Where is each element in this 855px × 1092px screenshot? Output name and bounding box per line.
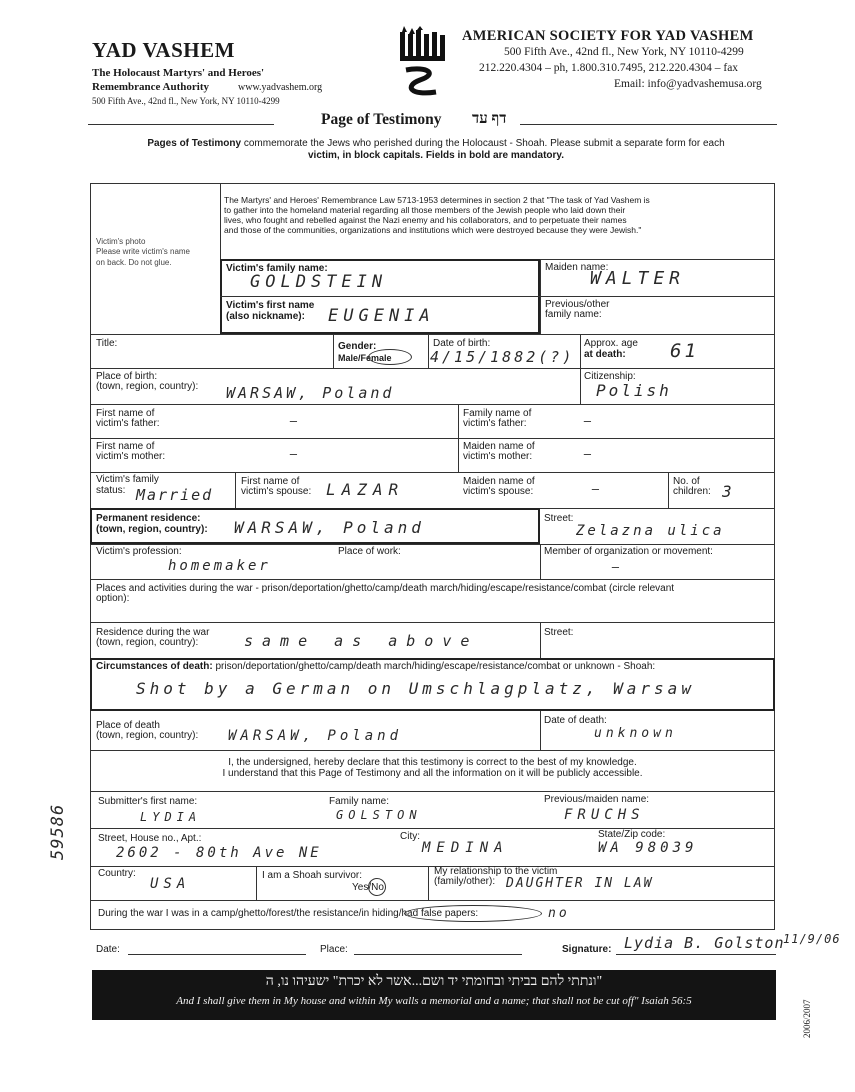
sub-zip-value[interactable]: WA 98039 <box>598 840 698 856</box>
sub-relation-label-2: (family/other): <box>434 876 496 887</box>
sub-street-label: Street, House no., Apt.: <box>98 833 202 844</box>
title-label: Title: <box>96 338 118 349</box>
yad-vashem-website: www.yadvashem.org <box>238 82 323 93</box>
hiding-circle <box>404 905 542 922</box>
footer-band <box>92 970 776 1020</box>
sub-relation-value[interactable]: DAUGHTER IN LAW <box>506 876 654 891</box>
mother-maiden-value[interactable]: — <box>584 447 595 461</box>
sub-city-label: City: <box>400 831 420 842</box>
street-value[interactable]: Zelazna ulica <box>576 523 725 539</box>
spouse-maiden-value[interactable]: — <box>592 482 603 496</box>
pob-label-2: (town, region, country): <box>96 381 199 392</box>
menorah-logo-icon <box>398 26 450 106</box>
children-label-2: children: <box>673 486 711 497</box>
footer-hebrew: "ונתתי להם בביתי ובחומתי יד ושם...אשר לא יכרת" ישעיהו נו, ה <box>265 974 603 989</box>
residence-value[interactable]: WARSAW, Poland <box>234 518 425 537</box>
family-status-label-2: status: <box>96 485 126 496</box>
spouse-value[interactable]: LAZAR <box>326 480 405 499</box>
sub-zip-label: State/Zip code: <box>598 829 666 840</box>
work-label: Place of work: <box>338 546 401 557</box>
intro-bold: Pages of Testimony <box>147 138 242 149</box>
intro-line2: victim, in block capitals. Fields in bold are mandatory. <box>308 150 564 161</box>
intro-line1: commemorate the Jews who perished during the Holocaust - Shoah. Please submit a separate form for each <box>241 138 725 149</box>
signature-value[interactable]: Lydia B. Golston <box>624 934 785 952</box>
spouse-label: First name of <box>241 476 300 487</box>
pob-value[interactable]: WARSAW, Poland <box>226 384 395 402</box>
sub-survivor-label: I am a Shoah survivor: <box>262 870 363 881</box>
father-label: First name of <box>96 408 155 419</box>
sub-country-label: Country: <box>98 868 136 879</box>
mother-value[interactable]: — <box>290 447 301 461</box>
prev-name-label: Previous/other <box>545 299 610 310</box>
mother-label-2: victim's mother: <box>96 451 166 462</box>
war-street-label: Street: <box>544 627 574 638</box>
street-label: Street: <box>544 513 574 524</box>
sub-survivor-options[interactable]: Yes/No <box>352 882 384 893</box>
war-residence-label: Residence during the war <box>96 627 210 638</box>
sub-first-label: Submitter's first name: <box>98 796 198 807</box>
age-label-2: at death: <box>584 349 626 360</box>
signature-date[interactable]: 11/9/06 <box>783 932 841 946</box>
father-value[interactable]: — <box>290 414 301 428</box>
sub-relation-label: My relationship to the victim <box>434 866 558 877</box>
yad-vashem-title: YAD VASHEM <box>92 38 235 62</box>
sub-family-label: Family name: <box>329 796 390 807</box>
intro-text <box>96 138 776 162</box>
war-residence-label-2: (town, region, country): <box>96 637 199 648</box>
pod-label-2: (town, region, country): <box>96 730 199 741</box>
first-name-value[interactable]: EUGENIA <box>328 306 435 326</box>
asyv-address: 500 Fifth Ave., 42nd fl., New York, NY 10110-4299 <box>504 46 744 58</box>
during-war-label: During the war I was in a camp/ghetto/forest/the resistance/in hiding/had false papers: <box>98 908 479 919</box>
member-value[interactable]: — <box>612 560 623 574</box>
sub-family-value[interactable]: GOLSTON <box>336 808 422 822</box>
form-title: Page of Testimony <box>321 111 442 128</box>
citizenship-label: Citizenship: <box>584 371 636 382</box>
mother-label: First name of <box>96 441 155 452</box>
sub-country-value[interactable]: USA <box>150 876 191 892</box>
residence-label-2: (town, region, country): <box>96 524 208 535</box>
photo-label-3: on back. Do not glue. <box>96 258 172 267</box>
yad-vashem-address: 500 Fifth Ave., 42nd fl., New York, NY 10110-4299 <box>92 96 280 106</box>
form-title-hebrew: דף עד <box>472 111 507 127</box>
children-label: No. of <box>673 476 700 487</box>
dod-label: Date of death: <box>544 715 607 726</box>
during-war-value[interactable]: no <box>548 906 570 921</box>
sub-city-value[interactable]: MEDINA <box>422 840 509 856</box>
spouse-label-2: victim's spouse: <box>241 486 312 497</box>
yad-vashem-subtitle-2: Remembrance Authority <box>92 81 210 93</box>
father-family-label: Family name of <box>463 408 532 419</box>
survivor-no-circle <box>368 878 386 896</box>
maiden-name-value[interactable]: WALTER <box>590 268 686 289</box>
sub-prev-value[interactable]: FRUCHS <box>564 807 645 823</box>
circumstances-label: Circumstances of death: prison/deportation/ghetto/camp/death march/hiding/escape/resistance/combat or unknown - Shoah: <box>96 661 656 672</box>
war-places-label: Places and activities during the war - prison/deportation/ghetto/camp/death march/hiding/escape/resistance/combat (circle relevant <box>96 583 675 594</box>
gender-label: Gender: <box>338 341 377 352</box>
circumstances-value[interactable]: Shot by a German on Umschlagplatz, Warsaw <box>136 679 695 698</box>
law-text: The Martyrs' and Heroes' Remembrance Law 5713-1953 determines in section 2 that "The task of Yad Vashem is to gather into the homeland material regarding all those members of the Jewish people who laid down their lives, who fought and rebelled against the Nazi enemy and his collaborators, and to perpetuate their names and those of the communities, organizations and institutions which were destroyed because they were Jewish." <box>224 195 650 235</box>
asyv-phones: 212.220.4304 – ph, 1.800.310.7495, 212.220.4304 – fax <box>479 62 739 74</box>
margin-number: 59586 <box>48 803 68 860</box>
sub-prev-label: Previous/maiden name: <box>544 794 650 805</box>
age-value[interactable]: 61 <box>670 340 699 362</box>
citizenship-value[interactable]: Polish <box>596 381 672 400</box>
prev-name-label-2: family name: <box>545 309 602 320</box>
sub-first-value[interactable]: LYDIA <box>140 810 202 824</box>
asyv-email: Email: info@yadvashemusa.org <box>614 78 762 90</box>
father-label-2: victim's father: <box>96 418 160 429</box>
dod-value[interactable]: unknown <box>594 726 677 741</box>
member-label: Member of organization or movement: <box>544 546 713 557</box>
footer-english: And I shall give them in My house and within My walls a memorial and a name; that shall not be cut off" Isaiah 56:5 <box>176 995 692 1007</box>
dob-value[interactable]: 4/15/1882(?) <box>430 348 575 366</box>
profession-label: Victim's profession: <box>96 546 182 557</box>
photo-label: Victim's photo <box>96 237 146 246</box>
profession-value[interactable]: homemaker <box>168 558 271 574</box>
residence-label: Permanent residence: <box>96 513 201 524</box>
spouse-maiden-label: Maiden name of <box>463 476 535 487</box>
family-status-label: Victim's family <box>96 474 159 485</box>
mother-maiden-label-2: victim's mother: <box>463 451 533 462</box>
maiden-name-label: Maiden name: <box>545 262 609 273</box>
age-label: Approx. age <box>584 338 638 349</box>
photo-label-2: Please write victim's name <box>96 247 190 256</box>
sub-street-value[interactable]: 2602 - 80th Ave NE <box>116 845 322 861</box>
family-status-value[interactable]: Married <box>136 486 214 504</box>
war-residence-value[interactable]: same as above <box>244 632 479 650</box>
place-label: Place: <box>320 944 348 955</box>
side-code: 2006/2007 <box>802 999 812 1038</box>
dob-label: Date of birth: <box>433 338 491 349</box>
father-family-label-2: victim's father: <box>463 418 527 429</box>
signature-label: Signature: <box>562 944 612 955</box>
pod-value[interactable]: WARSAW, Poland <box>228 728 403 744</box>
date-label: Date: <box>96 944 120 955</box>
spouse-maiden-label-2: victim's spouse: <box>463 486 534 497</box>
gender-circle <box>368 349 412 365</box>
asyv-title: AMERICAN SOCIETY FOR YAD VASHEM <box>462 28 754 44</box>
family-name-value[interactable]: GOLDSTEIN <box>250 272 388 292</box>
declaration: I, the undersigned, hereby declare that this testimony is correct to the best of my knowledge. I understand that this Page of Testimony and all the information on it will be publicly accessible. <box>222 757 643 779</box>
gender-options[interactable]: Male/Female <box>338 353 392 363</box>
father-family-value[interactable]: — <box>584 414 595 428</box>
first-name-label-2: (also nickname): <box>226 311 305 322</box>
pod-label: Place of death <box>96 720 160 731</box>
war-places-label-2: option): <box>96 593 130 604</box>
yad-vashem-subtitle: The Holocaust Martyrs' and Heroes' <box>92 67 265 79</box>
family-name-label: Victim's family name: <box>226 263 328 274</box>
pob-label: Place of birth: <box>96 371 158 382</box>
mother-maiden-label: Maiden name of <box>463 441 535 452</box>
first-name-label: Victim's first name <box>226 300 315 311</box>
children-value[interactable]: 3 <box>722 482 735 501</box>
